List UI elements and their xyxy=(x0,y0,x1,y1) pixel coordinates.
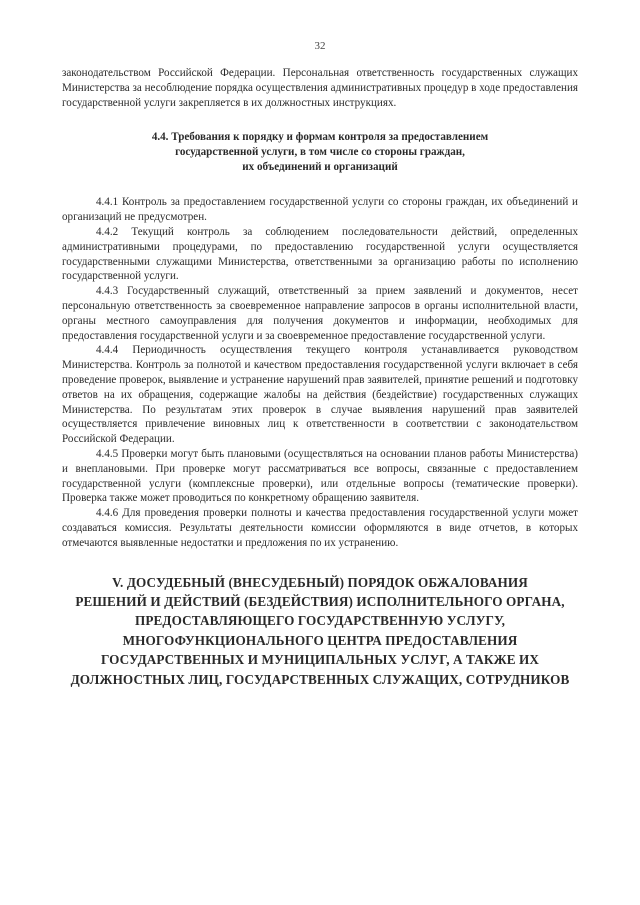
section-4-4-heading-line: 4.4. Требования к порядку и формам контроля за предоставлением xyxy=(151,131,489,144)
chapter-v-heading-line: ДОЛЖНОСТНЫХ ЛИЦ, ГОСУДАРСТВЕННЫХ СЛУЖАЩИХ, СОТРУДНИКОВ xyxy=(70,671,570,687)
item-4-4-3: 4.4.3 Государственный служащий, ответственный за прием заявлений и документов, несет персональную ответственность за своевременное направление запросов в органы исполнительной власти, органы местного самоуправления для получения документов и информации, необходимых для предоставления государственной услуги и за своевременное предоставление государственной услуги. xyxy=(62,285,578,342)
item-4-4-1: 4.4.1 Контроль за предоставлением государственной услуги со стороны граждан, их объединений и организаций не предусмотрен. xyxy=(62,196,578,224)
page-content xyxy=(62,66,578,689)
chapter-v-heading-line: ПРЕДОСТАВЛЯЮЩЕГО ГОСУДАРСТВЕННУЮ УСЛУГУ, xyxy=(135,613,505,629)
item-4-4-2: 4.4.2 Текущий контроль за соблюдением последовательности действий, определенных административными процедурами, по предоставлению государственной услуги осуществляется государственными служащими Министерства, ответственными за организацию работы по исполнению государственной услуги. xyxy=(62,225,578,283)
chapter-v-heading-line: ГОСУДАРСТВЕННЫХ И МУНИЦИПАЛЬНЫХ УСЛУГ, А ТАКЖЕ ИХ xyxy=(101,652,539,668)
section-4-4-heading-line: государственной услуги, в том числе со стороны граждан, xyxy=(175,146,465,159)
section-4-4-heading xyxy=(62,130,578,175)
chapter-v-heading-line: РЕШЕНИЙ И ДЕЙСТВИЙ (БЕЗДЕЙСТВИЯ) ИСПОЛНИТЕЛЬНОГО ОРГАНА, xyxy=(75,593,565,609)
chapter-v-heading-line: V. ДОСУДЕБНЫЙ (ВНЕСУДЕБНЫЙ) ПОРЯДОК ОБЖАЛОВАНИЯ xyxy=(112,574,528,590)
intro-paragraph: законодательством Российской Федерации. Персональная ответственность государственных служащих Министерства за несоблюдение порядка осуществления административных процедур в ходе предоставления государственной услуги закрепляется в их должностных инструкциях. xyxy=(62,67,578,109)
chapter-v-heading xyxy=(62,573,578,689)
item-4-4-4: 4.4.4 Периодичность осуществления текущего контроля устанавливается руководством Министерства. Контроль за полнотой и качеством предоставления государственной услуги включает в себя проведение проверок, выявление и устранение нарушений прав заявителей, принятие решений и подготовку ответов на их обращения, содержащие жалобы на действия (бездействие) государственных служащих Министерства. По результатам этих проверок в случае выявления нарушений прав заявителей осуществляется привлечение виновных лиц к ответственности в соответствии с законодательством Российской Федерации. xyxy=(62,344,578,446)
section-4-4-heading-line: их объединений и организаций xyxy=(242,161,398,174)
page-number: 32 xyxy=(314,40,326,52)
item-4-4-6: 4.4.6 Для проведения проверки полноты и качества предоставления государственной услуги может создаваться комиссия. Результаты деятельности комиссии оформляются в виде отчетов, в которых отмечаются выявленные недостатки и предложения по их устранению. xyxy=(62,507,578,549)
chapter-v-heading-line: МНОГОФУНКЦИОНАЛЬНОГО ЦЕНТРА ПРЕДОСТАВЛЕНИЯ xyxy=(122,632,518,648)
item-4-4-5: 4.4.5 Проверки могут быть плановыми (осуществляться на основании планов работы Министерства) и внеплановыми. При проверке могут рассматриваться все вопросы, связанные с предоставлением государственной услуги (комплексные проверки), или отдельные вопросы (тематические проверки). Проверка также может проводиться по конкретному обращению заявителя. xyxy=(62,447,578,505)
